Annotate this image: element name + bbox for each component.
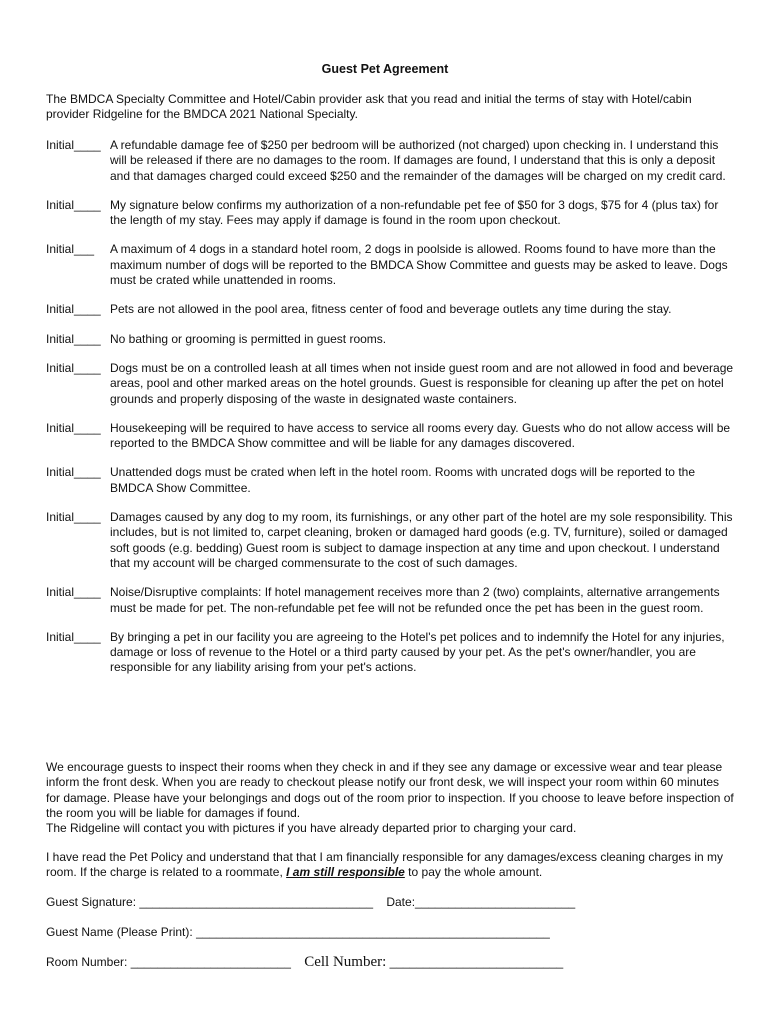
term-text: Unattended dogs must be crated when left in the hotel room. Rooms with uncrated dogs will be reported to the BMDCA Show Committee. (110, 465, 695, 495)
guest-signature-field[interactable]: ___________________________________ (139, 895, 373, 909)
term-text: Pets are not allowed in the pool area, fitness center of food and beverage outlets any time during the stay. (110, 302, 672, 317)
term-text: Damages caused by any dog to my room, its furnishings, or any other part of the hotel are my sole responsibility. This includes, but is not limited to, carpet cleaning, broken or damaged hard goods (e.g. TV, furniture), soiled or damaged soft goods (e.g. bedding) Guest room is subject to damage inspection at any time and upon checkout. I understand that my account will be charged commensurate to the cost of such damages. (110, 510, 733, 570)
term-item (46, 630, 736, 676)
initial-field[interactable]: Initial____ (46, 629, 101, 644)
initial-field[interactable]: Initial____ (46, 360, 101, 375)
room-cell-row (46, 955, 563, 970)
page-title: Guest Pet Agreement (321, 62, 449, 76)
term-text: By bringing a pet in our facility you are agreeing to the Hotel's pet polices and to indemnify the Hotel for any injuries, damage or loss of revenue to the Hotel or a third party caused by your pet. As the pet's owner/handler, you are responsible for any liability arising from your pet's actions. (110, 629, 725, 675)
closing-section (46, 760, 736, 836)
initial-field[interactable]: Initial____ (46, 585, 101, 600)
cell-number-label: Cell Number: (304, 954, 387, 970)
guest-signature-label: Guest Signature: (46, 895, 137, 909)
term-item (46, 465, 736, 496)
room-number-label: Room Number: (46, 955, 128, 969)
contact-paragraph: The Ridgeline will contact you with pictures if you have already departed prior to charging your card. (46, 821, 577, 836)
term-item (46, 302, 736, 317)
term-item (46, 510, 736, 571)
term-text: A refundable damage fee of $250 per bedroom will be authorized (not charged) upon checking in. I understand this will be released if there are no damages to the room. If damages are found, I understand that this is only a deposit and that damages charged could exceed $250 and the remainder of the damages will be charged on my credit card. (110, 138, 726, 183)
term-item (46, 585, 736, 616)
initial-field[interactable]: Initial____ (46, 138, 101, 152)
term-text: Noise/Disruptive complaints: If hotel management receives more than 2 (two) complaints, alternative arrangements must be made for pet. The non-refundable pet fee will not be refunded once the pet has been in the guest room. (110, 585, 720, 615)
guest-name-row (46, 925, 550, 940)
inspection-paragraph: We encourage guests to inspect their rooms when they check in and if they see any damage or excessive wear and tear please inform the front desk. When you are ready to checkout please notify our front desk, we will inspect your room within 60 minutes for damage. Please have your belongings and dogs out of the room prior to inspection. If you choose to leave before inspection of the room you will be liable for damages if found. (46, 760, 734, 820)
date-label: Date: (386, 895, 416, 909)
term-item (46, 242, 736, 288)
cell-number-field[interactable]: __________________________ (389, 955, 564, 969)
acknowledgement-emphasis: I am still responsible (286, 865, 405, 880)
initial-field[interactable]: Initial____ (46, 302, 101, 317)
initial-field[interactable]: Initial____ (46, 331, 101, 346)
term-text: No bathing or grooming is permitted in guest rooms. (110, 331, 387, 346)
room-number-field[interactable]: ________________________ (130, 955, 291, 969)
term-item (46, 361, 736, 407)
initial-field[interactable]: Initial____ (46, 465, 101, 480)
term-item (46, 421, 736, 452)
term-text: My signature below confirms my authorization of a non-refundable pet fee of $50 for 3 dogs, $75 for 4 (plus tax) for the length of my stay. Fees may apply if damage is found in the room upon checkout. (110, 197, 719, 228)
term-item (46, 332, 736, 347)
acknowledgement-text: I have read the Pet Policy and understand that that I am financially responsible for any damages/excess cleaning charges in my room. If the charge is related to a roommate, (46, 850, 724, 880)
initial-field[interactable]: Initial____ (46, 510, 101, 525)
term-text: Housekeeping will be required to have access to service all rooms every day. Guests who do not allow access will be reported to the BMDCA Show committee and will be liable for any damages discovered. (110, 420, 731, 451)
initial-field[interactable]: Initial____ (46, 197, 101, 212)
guest-name-label: Guest Name (Please Print): (46, 925, 193, 939)
intro-paragraph: The BMDCA Specialty Committee and Hotel/Cabin provider ask that you read and initial the terms of stay with Hotel/cabin provider Ridgeline for the BMDCA 2021 National Specialty. (46, 92, 692, 122)
date-field[interactable]: ________________________ (415, 895, 576, 909)
acknowledgement-text-end: to pay the whole amount. (404, 865, 543, 880)
signature-row (46, 895, 575, 910)
guest-name-field[interactable]: _____________________________________________________ (196, 925, 550, 939)
acknowledgement-paragraph (46, 850, 736, 881)
term-text: Dogs must be on a controlled leash at all times when not inside guest room and are not allowed in food and beverage areas, pool and other marked areas on the hotel grounds. Guest is responsible for cleaning up after the pet on hotel grounds and properly disposing of the waste in designated waste containers. (110, 360, 734, 406)
term-text: A maximum of 4 dogs in a standard hotel room, 2 dogs in poolside is allowed. Rooms found to have more than the maximum number of dogs will be reported to the BMDCA Show Committee and guests may be asked to leave. Dogs must be crated while unattended in rooms. (110, 242, 728, 288)
initial-field[interactable]: Initial___ (46, 242, 95, 257)
initial-field[interactable]: Initial____ (46, 420, 101, 435)
term-item (46, 198, 736, 229)
term-item (46, 138, 736, 184)
terms-list (46, 138, 736, 690)
